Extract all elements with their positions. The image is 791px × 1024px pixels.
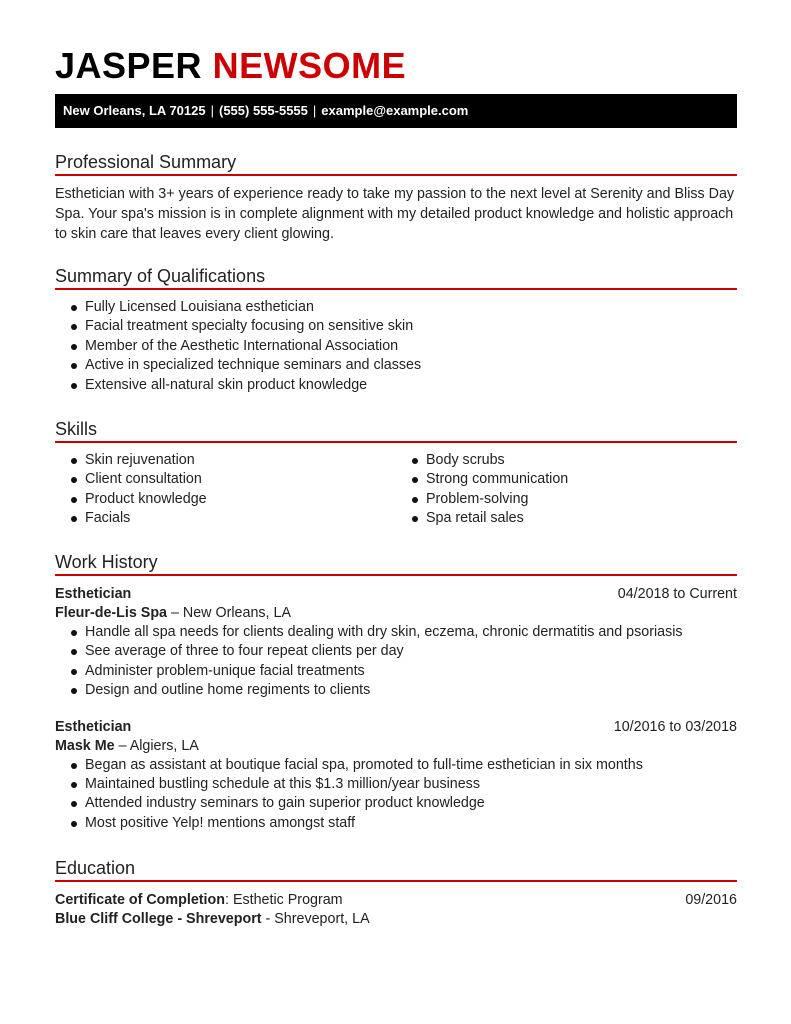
list-item: Extensive all-natural skin product knowledge xyxy=(55,376,737,395)
job-duties-list xyxy=(55,756,737,834)
contact-location: New Orleans, LA 70125 xyxy=(63,103,206,118)
skills-column-left xyxy=(55,451,396,529)
list-item: Facials xyxy=(55,509,396,528)
list-item: Fully Licensed Louisiana esthetician xyxy=(55,298,737,317)
list-item: Member of the Aesthetic International Association xyxy=(55,337,737,356)
education-school: Blue Cliff College - Shreveport xyxy=(55,911,262,927)
section-title: Skills xyxy=(55,419,98,439)
list-item: Most positive Yelp! mentions amongst staff xyxy=(55,814,737,833)
contact-separator: | xyxy=(312,103,317,118)
list-item: Began as assistant at boutique facial spa, promoted to full-time esthetician in six months xyxy=(55,756,737,775)
list-item: Facial treatment specialty focusing on sensitive skin xyxy=(55,317,737,336)
education-school-wrap xyxy=(55,910,370,929)
list-item: Administer problem-unique facial treatments xyxy=(55,662,737,681)
job-title: Esthetician xyxy=(55,586,132,602)
skills-list xyxy=(55,451,396,529)
section-divider xyxy=(55,441,737,443)
skills-list xyxy=(396,451,737,529)
qualifications-section xyxy=(55,265,737,395)
qualifications-list xyxy=(55,298,737,395)
section-divider xyxy=(55,574,737,576)
last-name: NEWSOME xyxy=(212,45,407,86)
skills-column-right xyxy=(396,451,737,529)
section-title: Work History xyxy=(55,552,158,572)
section-divider xyxy=(55,880,737,882)
candidate-name xyxy=(55,44,406,88)
job-company: Mask Me xyxy=(55,737,115,754)
education-school-line xyxy=(55,910,737,929)
job-company-line xyxy=(55,604,737,623)
job-entry xyxy=(55,718,737,834)
section-divider xyxy=(55,174,737,176)
job-company: Fleur-de-Lis Spa xyxy=(55,605,168,621)
list-item: Client consultation xyxy=(55,470,396,489)
job-location: – New Orleans, LA xyxy=(167,605,291,621)
summary-text: Esthetician with 3+ years of experience ready to take my passion to the next level at Serenity and Bliss Day Spa. Your spa's mission is in complete alignment with my detailed product knowledge and holistic approach to skin care that leaves every client glowing. xyxy=(55,186,735,242)
contact-email[interactable]: example@example.com xyxy=(321,103,469,118)
section-divider xyxy=(55,288,737,290)
job-entry xyxy=(55,585,737,701)
list-item: Spa retail sales xyxy=(396,509,737,528)
list-item: Design and outline home regiments to clients xyxy=(55,681,737,700)
section-title: Professional Summary xyxy=(55,152,237,172)
list-item: Maintained bustling schedule at this $1.3 million/year business xyxy=(55,775,737,794)
list-item: Body scrubs xyxy=(396,451,737,470)
education-school-location: - Shreveport, LA xyxy=(261,911,370,927)
list-item: See average of three to four repeat clients per day xyxy=(55,642,737,661)
contact-separator: | xyxy=(210,103,214,118)
education-degree: Certificate of Completion xyxy=(55,892,225,908)
job-dates: 04/2018 to Current xyxy=(617,586,737,602)
skills-section xyxy=(55,418,737,529)
list-item: Strong communication xyxy=(396,470,737,489)
section-title: Education xyxy=(55,858,136,878)
work-history-section xyxy=(55,551,737,833)
section-title: Summary of Qualifications xyxy=(55,266,266,286)
first-name: JASPER xyxy=(55,45,203,86)
list-item: Skin rejuvenation xyxy=(55,451,396,470)
list-item: Handle all spa needs for clients dealing with dry skin, eczema, chronic dermatitis and psoriasis xyxy=(55,623,737,642)
job-company-line xyxy=(55,737,737,756)
education-section xyxy=(55,857,737,929)
job-header xyxy=(55,585,737,604)
job-location: – Algiers, LA xyxy=(114,737,199,754)
education-program: : Esthetic Program xyxy=(225,892,343,908)
contact-phone[interactable]: (555) 555-5555 xyxy=(218,103,308,118)
professional-summary-section xyxy=(55,151,737,244)
education-date: 09/2016 xyxy=(685,892,737,908)
skills-grid xyxy=(55,451,737,529)
list-item: Problem-solving xyxy=(396,490,737,509)
job-header xyxy=(55,718,737,737)
education-degree-line xyxy=(55,891,737,910)
education-degree-wrap xyxy=(55,891,343,910)
job-title: Esthetician xyxy=(55,718,132,735)
job-dates: 10/2016 to 03/2018 xyxy=(613,718,737,735)
list-item: Attended industry seminars to gain superior product knowledge xyxy=(55,794,737,813)
contact-bar xyxy=(55,94,737,128)
job-duties-list xyxy=(55,623,737,701)
list-item: Active in specialized technique seminars and classes xyxy=(55,356,737,375)
list-item: Product knowledge xyxy=(55,490,396,509)
